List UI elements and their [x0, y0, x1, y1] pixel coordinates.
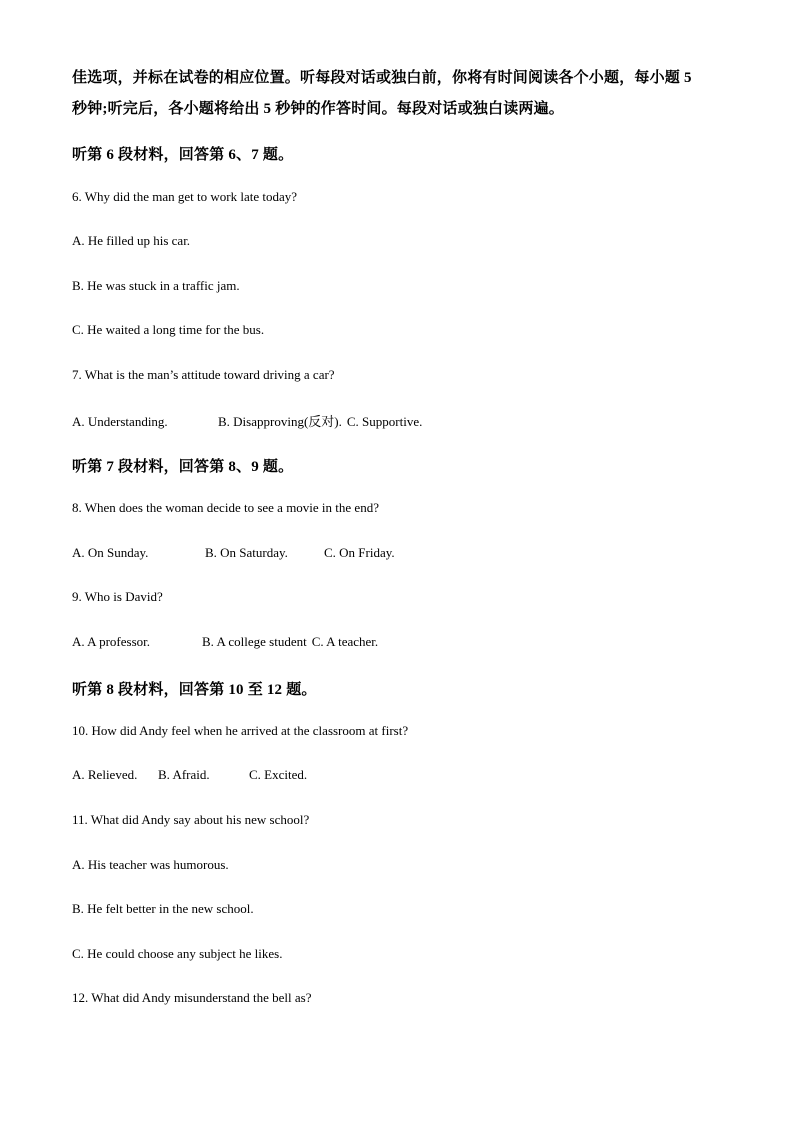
instructions-line-2: 秒钟;听完后，各小题将给出 5 秒钟的作答时间。每段对话或独白读两遍。 — [72, 101, 564, 117]
question-10-option-a: A. Relieved. — [72, 767, 138, 782]
question-7-option-a: A. Understanding. — [72, 414, 168, 429]
question-9-option-a: A. A professor. — [72, 634, 150, 649]
question-11-option-a: A. His teacher was humorous. — [72, 857, 229, 872]
question-10: 10. How did Andy feel when he arrived at the classroom at first? — [72, 723, 409, 738]
question-7: 7. What is the man’s attitude toward driving a car? — [72, 367, 335, 382]
question-10-option-b: B. Afraid. — [158, 767, 210, 782]
question-6-option-c: C. He waited a long time for the bus. — [72, 322, 265, 337]
question-7-option-b: B. Disapproving(反对). — [218, 414, 342, 429]
question-8-option-b: B. On Saturday. — [205, 545, 288, 560]
question-8-option-c: C. On Friday. — [324, 545, 395, 560]
question-9-option-b: B. A college student — [202, 634, 307, 649]
question-10-options — [72, 767, 307, 783]
question-7-option-c: C. Supportive. — [346, 414, 423, 429]
question-6-option-b: B. He was stuck in a traffic jam. — [72, 278, 240, 293]
question-9: 9. Who is David? — [72, 589, 163, 604]
section-heading-8: 听第 8 段材料，回答第 10 至 12 题。 — [72, 682, 317, 698]
question-6: 6. Why did the man get to work late today? — [72, 189, 298, 204]
section-heading-7: 听第 7 段材料，回答第 8、9 题。 — [72, 459, 294, 475]
question-9-options — [72, 634, 378, 650]
question-8-option-a: A. On Sunday. — [72, 545, 149, 560]
question-10-option-c: C. Excited. — [249, 767, 308, 782]
question-11-option-c: C. He could choose any subject he likes. — [72, 946, 283, 961]
question-7-options — [72, 411, 422, 430]
question-11: 11. What did Andy say about his new school? — [72, 812, 310, 827]
instructions-line-1: 佳选项，并标在试卷的相应位置。听每段对话或独白前，你将有时间阅读各个小题，每小题 5 — [72, 70, 692, 86]
question-11-option-b: B. He felt better in the new school. — [72, 901, 254, 916]
question-9-option-c: C. A teacher. — [311, 634, 379, 649]
question-8-options — [72, 545, 395, 561]
question-12: 12. What did Andy misunderstand the bell as? — [72, 990, 312, 1005]
section-heading-6: 听第 6 段材料，回答第 6、7 题。 — [72, 147, 294, 163]
question-8: 8. When does the woman decide to see a movie in the end? — [72, 500, 379, 515]
question-6-option-a: A. He filled up his car. — [72, 233, 191, 248]
